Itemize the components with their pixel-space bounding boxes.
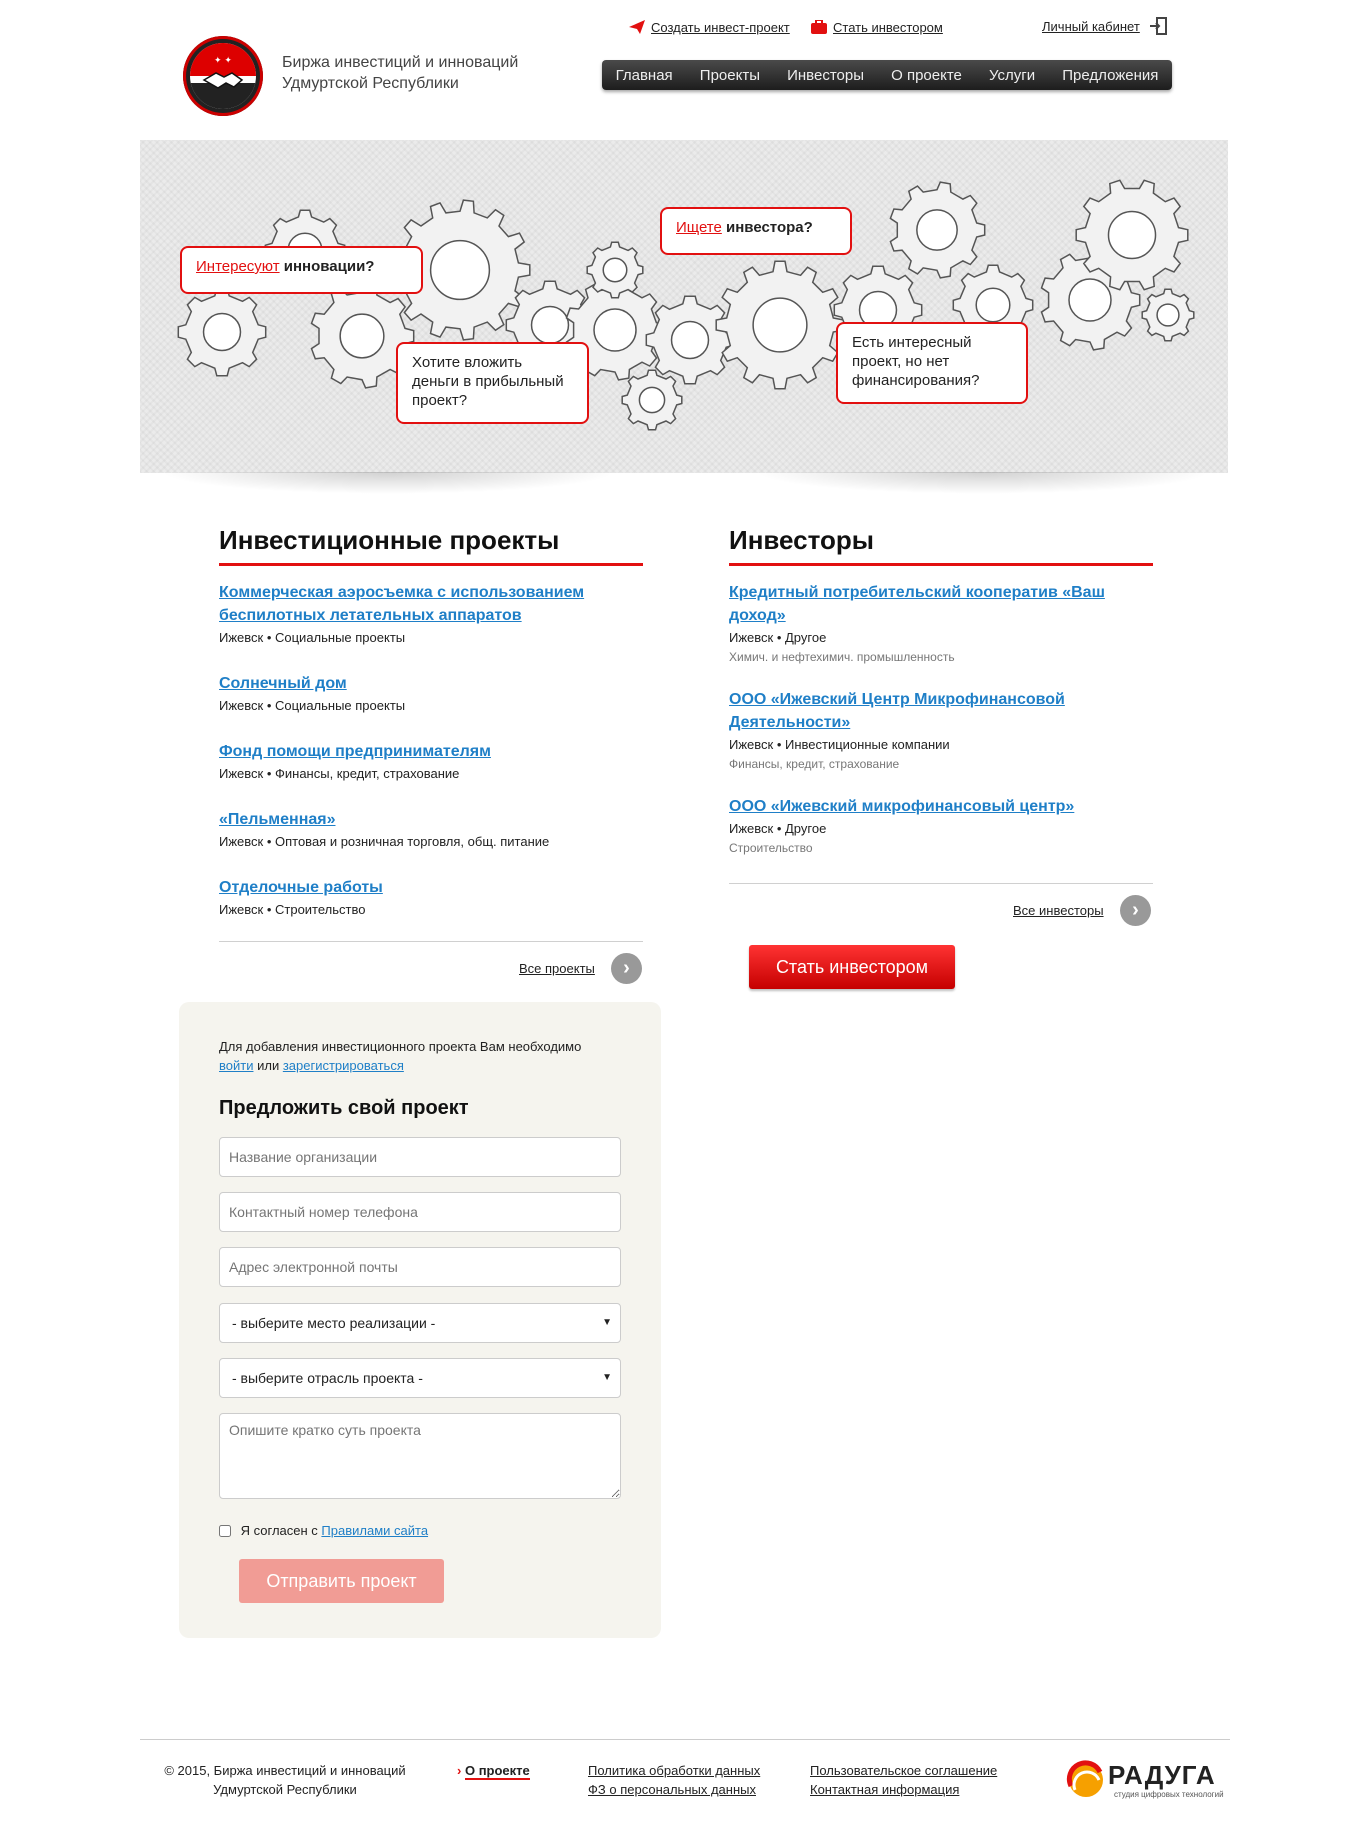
gear-hub xyxy=(1157,304,1179,326)
investors-title: Инвесторы xyxy=(729,525,874,555)
projects-title: Инвестиционные проекты xyxy=(219,525,560,555)
banner-shadow xyxy=(160,472,616,494)
login-required-note xyxy=(219,1037,639,1075)
copyright-line2: Удмуртской Республики xyxy=(213,1782,357,1797)
agree-text: Я согласен с xyxy=(240,1523,318,1538)
investors-divider xyxy=(729,883,1153,884)
organization-input[interactable] xyxy=(219,1137,621,1177)
footer-col-info xyxy=(810,1761,997,1799)
main-nav xyxy=(602,60,1172,90)
handshake-icon xyxy=(190,43,256,109)
footer-about[interactable] xyxy=(457,1761,530,1780)
project-link[interactable]: Солнечный дом xyxy=(219,675,347,692)
site-title-line1: Биржа инвестиций и инноваций xyxy=(282,54,519,71)
investor-link[interactable]: ООО «Ижевский микрофинансовый центр» xyxy=(729,798,1075,815)
phone-input[interactable] xyxy=(219,1192,621,1232)
lock-icon xyxy=(594,309,636,351)
agree-row xyxy=(219,1523,428,1538)
list-item xyxy=(729,581,1153,664)
bubble-interesting-project xyxy=(836,322,1028,404)
become-investor-top-label: Стать инвестором xyxy=(833,20,943,35)
dropdown-arrow-icon: ▼ xyxy=(602,1317,612,1328)
nav-about[interactable]: О проекте xyxy=(891,66,962,84)
studio-logo[interactable] xyxy=(1066,1758,1226,1804)
all-investors-link[interactable]: Все инвесторы xyxy=(1013,903,1104,918)
projects-section xyxy=(219,525,643,917)
list-item xyxy=(219,672,643,713)
list-item xyxy=(219,876,643,917)
list-item xyxy=(219,740,643,781)
description-textarea[interactable] xyxy=(219,1413,621,1499)
project-link[interactable]: «Пельменная» xyxy=(219,811,336,828)
site-rules-link[interactable]: Правилами сайта xyxy=(321,1523,429,1538)
growth-chart-icon xyxy=(340,314,384,358)
site-title-line2: Удмуртской Республики xyxy=(282,75,459,92)
personal-data-law-link[interactable]: ФЗ о персональных данных xyxy=(588,1782,756,1797)
investors-title-underline xyxy=(729,563,1153,566)
cabinet-label: Личный кабинет xyxy=(1042,19,1140,34)
thumbs-up-icon xyxy=(672,322,709,359)
project-link[interactable]: Фонд помощи предпринимателям xyxy=(219,743,491,760)
pie-chart-icon xyxy=(1108,211,1155,258)
project-link[interactable]: Коммерческая аэросъемка с использованием беспилотных летательных аппаратов xyxy=(219,584,585,624)
become-investor-button[interactable]: Стать инвестором xyxy=(749,945,955,989)
office-icon xyxy=(753,298,807,352)
investor-meta: Ижевск • Другое xyxy=(729,821,827,836)
site-logo[interactable] xyxy=(183,36,263,116)
banner-shadow xyxy=(755,472,1211,494)
project-meta: Ижевск • Строительство xyxy=(219,902,366,917)
coin-icon xyxy=(603,258,627,282)
or-text: или xyxy=(257,1058,280,1073)
email-input[interactable] xyxy=(219,1247,621,1287)
nav-offers[interactable]: Предложения xyxy=(1062,66,1159,84)
site-title xyxy=(282,52,562,94)
chevron-right-icon: › xyxy=(457,1763,462,1778)
dropdown-arrow-icon: ▼ xyxy=(602,1372,612,1383)
list-item xyxy=(729,688,1153,771)
gears-illustration xyxy=(140,140,1228,473)
list-item xyxy=(219,581,643,645)
all-projects-link[interactable]: Все проекты xyxy=(519,961,595,976)
target-icon xyxy=(917,210,957,250)
bubble-find-investor xyxy=(660,207,852,255)
cabinet-link[interactable] xyxy=(1042,17,1168,36)
list-item xyxy=(729,795,1153,855)
industry-select[interactable] xyxy=(219,1358,621,1398)
investor-industry: Химич. и нефтехимич. промышленность xyxy=(729,650,955,664)
bubble-interesting-project-text: Есть интересный проект, но нет финансирования? xyxy=(852,334,980,389)
login-note-text: Для добавления инвестиционного проекта Вам необходимо xyxy=(219,1039,582,1054)
investor-meta: Ижевск • Инвестиционные компании xyxy=(729,737,950,752)
list-item xyxy=(219,808,643,849)
investors-section xyxy=(729,525,1153,855)
hero-banner xyxy=(140,140,1228,473)
settings-icon xyxy=(204,314,241,351)
footer-about-label: О проекте xyxy=(464,1763,530,1778)
chevron-right-icon[interactable]: › xyxy=(1120,895,1151,926)
rainbow-logo-icon xyxy=(1066,1760,1106,1800)
user-agreement-link[interactable]: Пользовательское соглашение xyxy=(810,1763,998,1778)
nav-home[interactable]: Главная xyxy=(615,66,673,84)
submit-project-button[interactable]: Отправить проект xyxy=(239,1559,444,1603)
briefcase-icon xyxy=(811,20,827,34)
login-door-icon xyxy=(1150,17,1168,35)
investor-link[interactable]: ООО «Ижевский Центр Микрофинансовой Деятельности» xyxy=(729,691,1065,731)
policy-link[interactable]: Политика обработки данных xyxy=(588,1763,761,1778)
paper-plane-icon xyxy=(629,20,645,34)
location-select[interactable] xyxy=(219,1303,621,1343)
project-meta: Ижевск • Социальные проекты xyxy=(219,698,406,713)
lightbulb-icon xyxy=(431,241,490,300)
briefcase-icon xyxy=(1069,279,1111,321)
gear-hub xyxy=(639,387,664,412)
location-select-value: - выберите место реализации - xyxy=(232,1315,436,1331)
bubble-innovations xyxy=(180,246,423,294)
svg-text:✦ ✦: ✦ ✦ xyxy=(214,56,232,66)
footer-col-legal xyxy=(588,1761,760,1799)
footer-divider xyxy=(140,1739,1230,1740)
investor-link[interactable]: Кредитный потребительский кооператив «Ваш доход» xyxy=(729,584,1105,624)
bubble-find-investor-link[interactable]: Ищете xyxy=(676,219,722,236)
contacts-link[interactable]: Контактная информация xyxy=(810,1782,960,1797)
nav-services[interactable]: Услуги xyxy=(989,66,1036,84)
project-meta: Ижевск • Финансы, кредит, страхование xyxy=(219,766,460,781)
project-meta: Ижевск • Оптовая и розничная торговля, общ. питание xyxy=(219,834,550,849)
gear-hub xyxy=(532,307,569,344)
projects-divider xyxy=(219,941,643,942)
chevron-right-icon[interactable]: › xyxy=(611,953,642,984)
project-meta: Ижевск • Социальные проекты xyxy=(219,630,406,645)
bubble-innovations-link[interactable]: Интересуют xyxy=(196,258,280,275)
studio-name: РАДУГА xyxy=(1108,1760,1216,1790)
copyright-line1: © 2015, Биржа инвестиций и инноваций xyxy=(164,1763,406,1778)
investor-industry: Строительство xyxy=(729,841,813,855)
investor-meta: Ижевск • Другое xyxy=(729,630,827,645)
projects-title-underline xyxy=(219,563,643,566)
footer-copyright xyxy=(140,1761,430,1799)
create-project-link[interactable] xyxy=(629,19,790,37)
create-project-label: Создать инвест-проект xyxy=(651,20,790,35)
calendar-icon xyxy=(976,288,1010,322)
industry-select-value: - выберите отрасль проекта - xyxy=(232,1370,423,1386)
nav-projects[interactable]: Проекты xyxy=(699,66,760,84)
bubble-invest-money-text: Хотите вложить деньги в прибыльный проект? xyxy=(412,354,564,409)
nav-investors[interactable]: Инвесторы xyxy=(787,66,864,84)
studio-subtitle: студия цифровых технологий xyxy=(1114,1790,1224,1799)
investor-industry: Финансы, кредит, страхование xyxy=(729,757,900,771)
propose-title: Предложить свой проект xyxy=(219,1097,469,1119)
bubble-find-investor-text: инвестора? xyxy=(726,219,813,236)
become-investor-top-link[interactable] xyxy=(811,19,943,37)
register-link[interactable]: зарегистрироваться xyxy=(282,1058,404,1073)
bubble-innovations-text: инновации? xyxy=(283,258,375,275)
agree-checkbox[interactable] xyxy=(219,1525,231,1537)
login-link[interactable]: войти xyxy=(219,1058,254,1073)
project-link[interactable]: Отделочные работы xyxy=(219,879,383,896)
bubble-invest-money xyxy=(396,342,589,424)
